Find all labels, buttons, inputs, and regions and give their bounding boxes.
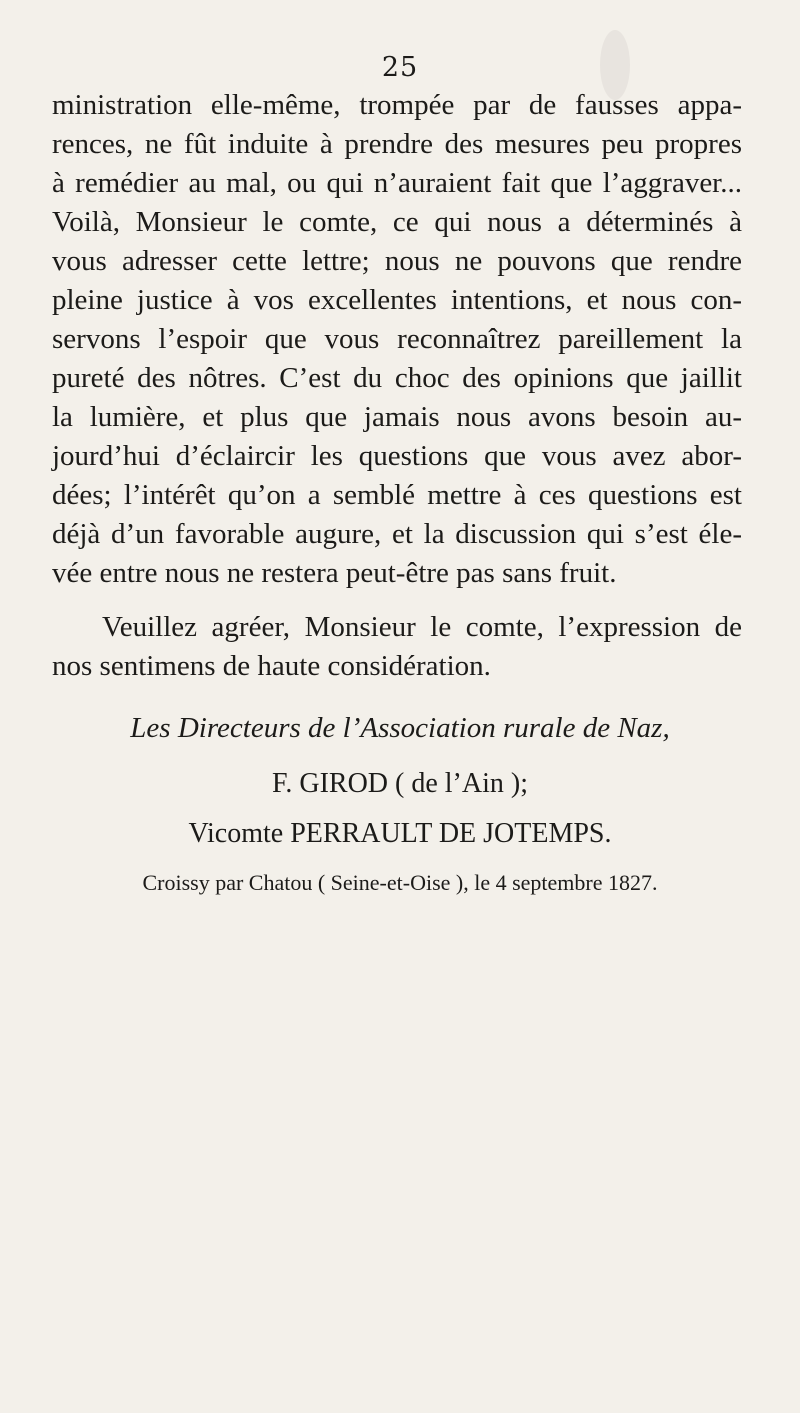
text-line: rences, ne fût induite à prendre des mesures peu propres — [52, 128, 742, 160]
text-line: dées; l’intérêt qu’on a semblé mettre à ces questions est — [52, 479, 742, 511]
text-line: nos sentimens de haute considération. — [52, 650, 491, 682]
page-number: 25 — [381, 52, 419, 83]
signatory-perrault: Vicomte PERRAULT DE JOTEMPS. — [188, 818, 612, 849]
text-line: ministration elle-même, trompée par de fausses appa- — [52, 89, 742, 121]
text-line: déjà d’un favorable augure, et la discussion qui s’est éle- — [52, 518, 742, 550]
signatory-girod: F. GIROD ( de l’Ain ); — [272, 768, 528, 799]
text-line: Voilà, Monsieur le comte, ce qui nous a déterminés à — [52, 206, 742, 238]
text-line: Veuillez agréer, Monsieur le comte, l’expression de — [102, 611, 742, 643]
text-line: à remédier au mal, ou qui n’auraient fait que l’aggraver... — [52, 167, 742, 199]
text-line: vée entre nous ne restera peut-être pas sans fruit. — [52, 557, 617, 589]
text-line: vous adresser cette lettre; nous ne pouvons que rendre — [52, 245, 742, 277]
text-line: servons l’espoir que vous reconnaîtrez pareillement la — [52, 323, 742, 355]
place-date: Croissy par Chatou ( Seine-et-Oise ), le 4 septembre 1827. — [142, 870, 658, 895]
signature-intro: Les Directeurs de l’Association rurale de Naz, — [130, 712, 670, 744]
text-line: pureté des nôtres. C’est du choc des opinions que jaillit — [52, 362, 742, 394]
text-line: pleine justice à vos excellentes intentions, et nous con- — [52, 284, 742, 316]
text-line: la lumière, et plus que jamais nous avons besoin au- — [52, 401, 742, 433]
text-line: jourd’hui d’éclaircir les questions que vous avez abor- — [52, 440, 742, 472]
